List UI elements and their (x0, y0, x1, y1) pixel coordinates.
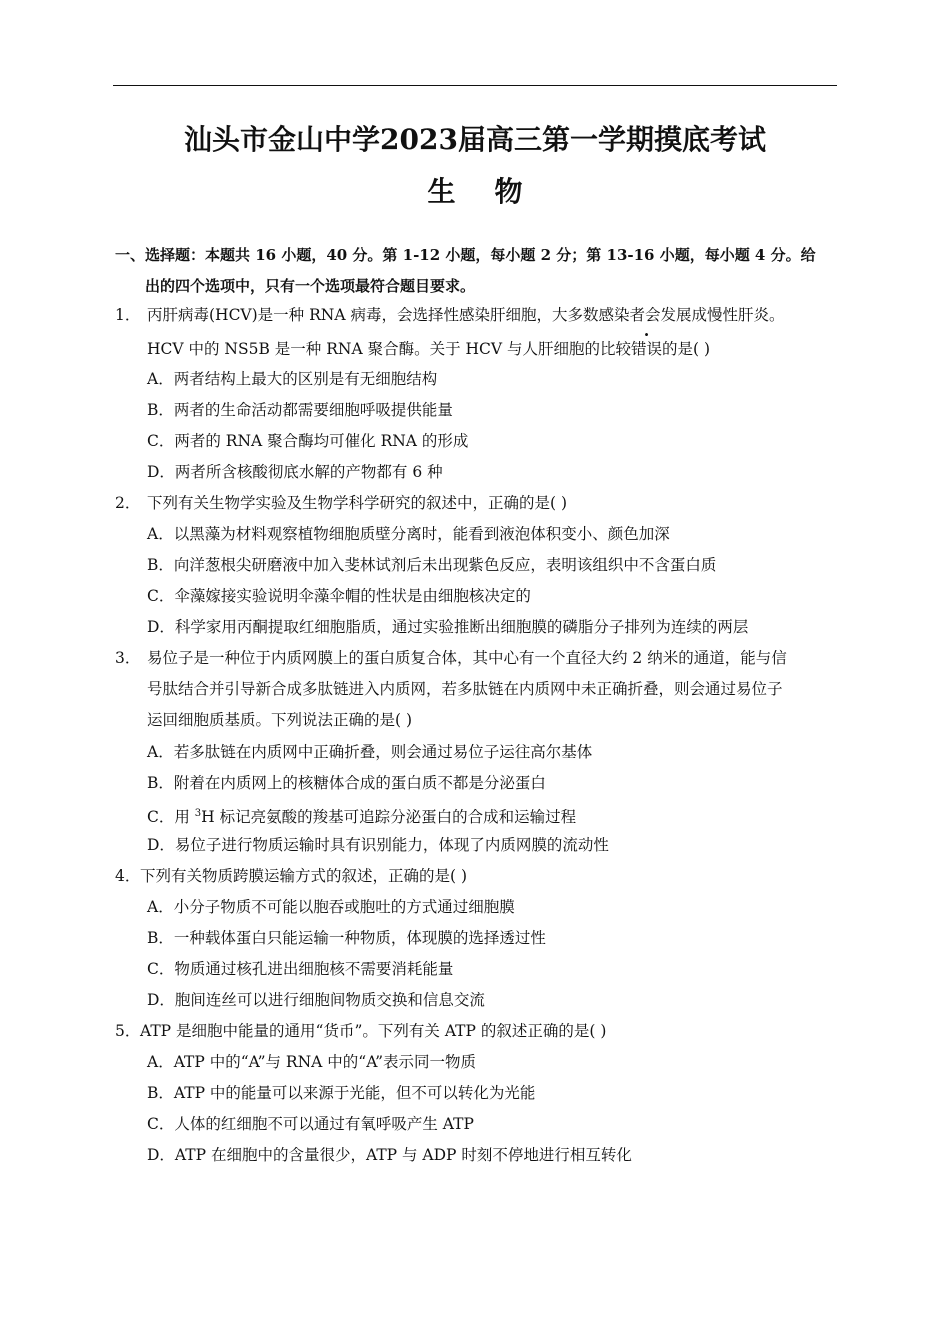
question-4-option-c: C．物质通过核孔进出细胞核不需要消耗能量 (147, 960, 454, 978)
question-2-option-a: A．以黑藻为材料观察植物细胞质壁分离时，能看到液泡体积变小、颜色加深 (147, 525, 670, 543)
question-3-stem-line3: 运回细胞质基质。下列说法正确的是( ) (147, 711, 413, 729)
question-1-option-d: D．两者所含核酸彻底水解的产物都有 6 种 (147, 463, 443, 481)
question-4-number: 4． (115, 867, 141, 885)
question-3-option-b: B．附着在内质网上的核糖体合成的蛋白质不都是分泌蛋白 (147, 774, 546, 792)
question-3-option-c (147, 804, 576, 827)
section-heading (115, 240, 840, 302)
question-5-option-a: A．ATP 中的“A”与 RNA 中的“A”表示同一物质 (147, 1053, 477, 1071)
question-1-option-a: A．两者结构上最大的区别是有无细胞结构 (147, 370, 438, 388)
question-5-number: 5． (115, 1022, 141, 1040)
question-3-number: 3． (115, 649, 141, 667)
header-rule (113, 85, 837, 86)
question-5-stem: ATP 是细胞中能量的通用“货币”。下列有关 ATP 的叙述正确的是( ) (140, 1022, 607, 1040)
question-4-option-b: B．一种载体蛋白只能运输一种物质，体现膜的选择透过性 (147, 929, 546, 947)
question-5-option-b: B．ATP 中的能量可以来源于光能，但不可以转化为光能 (147, 1084, 536, 1102)
question-5-option-c: C．人体的红细胞不可以通过有氧呼吸产生 ATP (147, 1115, 474, 1133)
question-1-number: 1． (115, 306, 141, 324)
question-1-option-c: C．两者的 RNA 聚合酶均可催化 RNA 的形成 (147, 432, 469, 450)
question-4-option-a: A．小分子物质不可能以胞吞或胞吐的方式通过细胞膜 (147, 898, 515, 916)
subject-title: 生 物 (427, 175, 523, 208)
question-1-stem-text: HCV 中的 NS5B 是一种 RNA 聚合酶。关于 HCV 与人肝细胞的比较 (147, 340, 631, 358)
question-3-option-c-prefix: C．用 (147, 808, 195, 826)
exam-title: 汕头市金山中学2023届高三第一学期摸底考试 (184, 123, 766, 156)
question-3-option-c-text: H 标记亮氨酸的羧基可追踪分泌蛋白的合成和运输过程 (201, 808, 577, 826)
question-3-option-a: A．若多肽链在内质网中正确折叠，则会通过易位子运往高尔基体 (147, 743, 593, 761)
emphasis-word: 错误 (631, 340, 663, 358)
question-1-option-b: B．两者的生命活动都需要细胞呼吸提供能量 (147, 401, 453, 419)
section-heading-line2: 出的四个选项中，只有一个选项最符合题目要求。 (145, 277, 476, 295)
question-4-option-d: D．胞间连丝可以进行细胞间物质交换和信息交流 (147, 991, 485, 1009)
question-2-stem: 下列有关生物学实验及生物学科学研究的叙述中，正确的是( ) (147, 494, 568, 512)
question-2-option-c: C．伞藻嫁接实验说明伞藻伞帽的性状是由细胞核决定的 (147, 587, 531, 605)
question-5-option-d: D．ATP 在细胞中的含量很少，ATP 与 ADP 时刻不停地进行相互转化 (147, 1146, 632, 1164)
question-3-stem-line1: 易位子是一种位于内质网膜上的蛋白质复合体，其中心有一个直径大约 2 纳米的通道，能与信 (147, 649, 787, 667)
question-1-stem-line2 (147, 339, 710, 359)
section-heading-line1: 一、选择题：本题共 16 小题，40 分。第 1-12 小题，每小题 2 分；第 13-16 小题，每小题 4 分。给 (115, 246, 816, 264)
question-3-stem-line2: 号肽结合并引导新合成多肽链进入内质网，若多肽链在内质网中未正确折叠，则会通过易位子 (147, 680, 783, 698)
question-2-option-b: B．向洋葱根尖研磨液中加入斐林试剂后未出现紫色反应，表明该组织中不含蛋白质 (147, 556, 717, 574)
question-4-stem: 下列有关物质跨膜运输方式的叙述，正确的是( ) (140, 867, 468, 885)
isotope-superscript: 3 (194, 808, 202, 819)
question-1-answer-blank: 的是( ) (662, 340, 711, 358)
question-2-number: 2． (115, 494, 141, 512)
question-3-option-d: D．易位子进行物质运输时具有识别能力，体现了内质网膜的流动性 (147, 836, 609, 854)
question-2-option-d: D．科学家用丙酮提取红细胞脂质，通过实验推断出细胞膜的磷脂分子排列为连续的两层 (147, 618, 749, 636)
question-1-stem-line1: 丙肝病毒(HCV)是一种 RNA 病毒，会选择性感染肝细胞，大多数感染者会发展成慢性肝炎。 (147, 306, 785, 324)
